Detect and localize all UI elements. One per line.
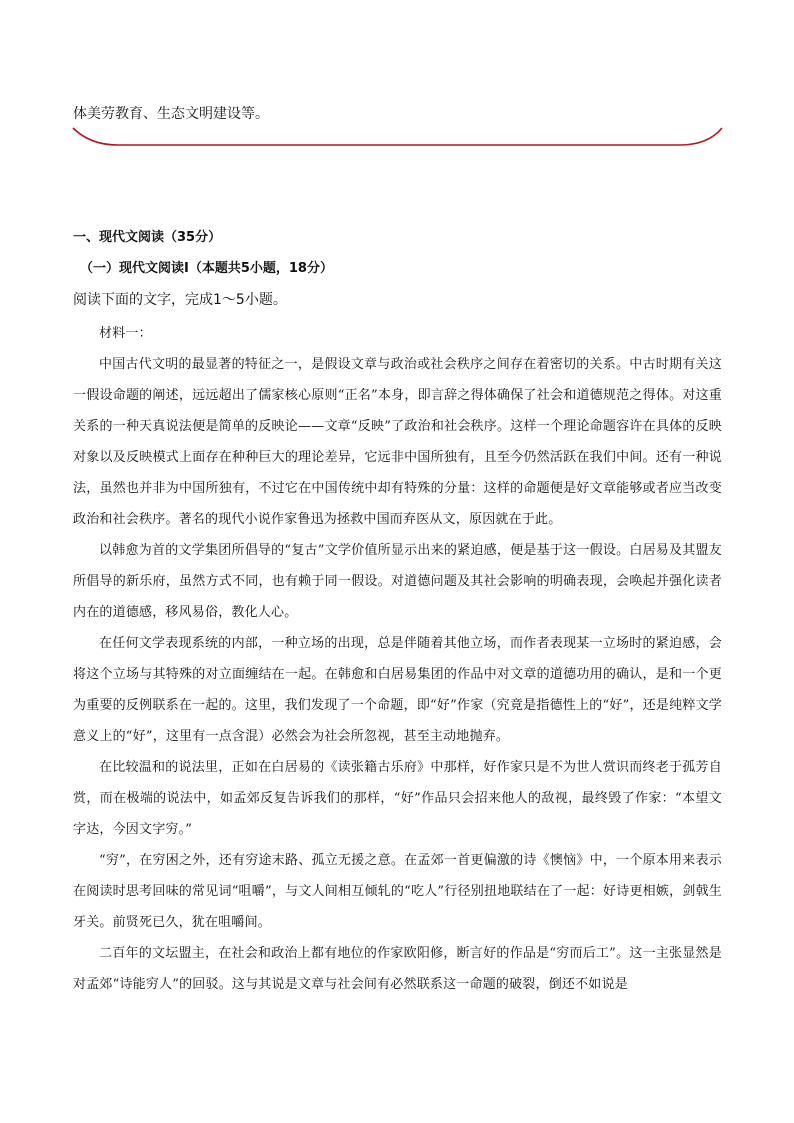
passage-paragraph: 中国古代文明的最显著的特征之一，是假设文章与政治或社会秩序之间存在着密切的关系。中古时期有关这一假设命题的阐述，远远超出了儒家核心原则“正名”本身，即言辞之得体确保了社会和道德规范之得体。对这重关系的一种天真说法便是简单的反映论——文章“反映”了政治和社会秩序。这样一个理论命题容许在具体的反映对象以及反映模式上面存在种种巨大的理论差异，它远非中国所独有，且至今仍然活跃在我们中间。还有一种说法，虽然也并非为中国所独有，不过它在中国传统中却有特殊的分量：这样的命题便是好文章能够或者应当改变政治和社会秩序。著名的现代小说作家鲁迅为拯救中国而弃医从文，原因就在于此。 bbox=[73, 357, 722, 527]
header-text: 体美劳教育、生态文明建设等。 bbox=[73, 106, 269, 122]
header-divider bbox=[0, 0, 794, 160]
passage-paragraph: “穷”，在穷困之外，还有穷途末路、孤立无援之意。在孟郊一首更偏激的诗《懊恼》中，一个原本用来表示在阅读时思考回味的常见词“咀嚼”，与文人间相互倾轧的“吃人”行径别扭地联结在了一起：好诗更相嫉，剑戟生牙关。前贤死已久，犹在咀嚼间。 bbox=[73, 853, 722, 930]
reading-instruction: 阅读下面的文字，完成1～5小题。 bbox=[73, 292, 287, 308]
passage-paragraph: 以韩愈为首的文学集团所倡导的“复古”文学价值所显示出来的紧迫感，便是基于这一假设。白居易及其盟友所倡导的新乐府，虽然方式不同，也有赖于同一假设。对道德问题及其社会影响的明确表现，会唤起并强化读者内在的道德感，移风易俗，教化人心。 bbox=[73, 543, 722, 620]
section-heading: 一、现代文阅读（35分） bbox=[73, 230, 222, 245]
passage-paragraph: 在比较温和的说法里，正如在白居易的《读张籍古乐府》中那样，好作家只是不为世人赏识而终老于孤芳自赏，而在极端的说法中，如孟郊反复告诉我们的那样，“好”作品只会招来他人的敌视，最终毁了作家：“本望文字达，今因文字穷。” bbox=[73, 760, 722, 837]
passage-paragraph: 二百年的文坛盟主，在社会和政治上都有地位的作家欧阳修，断言好的作品是“穷而后工”。这一主张显然是对孟郊“诗能穷人”的回驳。这与其说是文章与社会间有必然联系这一命题的破裂，倒还不如说是 bbox=[73, 946, 722, 992]
passage-body bbox=[73, 318, 722, 1000]
section-subheading: （一）现代文阅读Ⅰ（本题共5小题，18分） bbox=[80, 261, 333, 276]
material-label: 材料一： bbox=[99, 326, 152, 341]
header-divider-curve bbox=[73, 128, 722, 145]
passage-paragraph: 在任何文学表现系统的内部，一种立场的出现，总是伴随着其他立场，而作者表现某一立场时的紧迫感，会将这个立场与其特殊的对立面缠结在一起。在韩愈和白居易集团的作品中对文章的道德功用的确认，是和一个更为重要的反例联系在一起的。这里，我们发现了一个命题，即“好”作家（究竟是指德性上的“好”，还是纯粹文学意义上的“好”，这里有一点含混）必然会为社会所忽视，甚至主动地抛弃。 bbox=[73, 636, 722, 744]
